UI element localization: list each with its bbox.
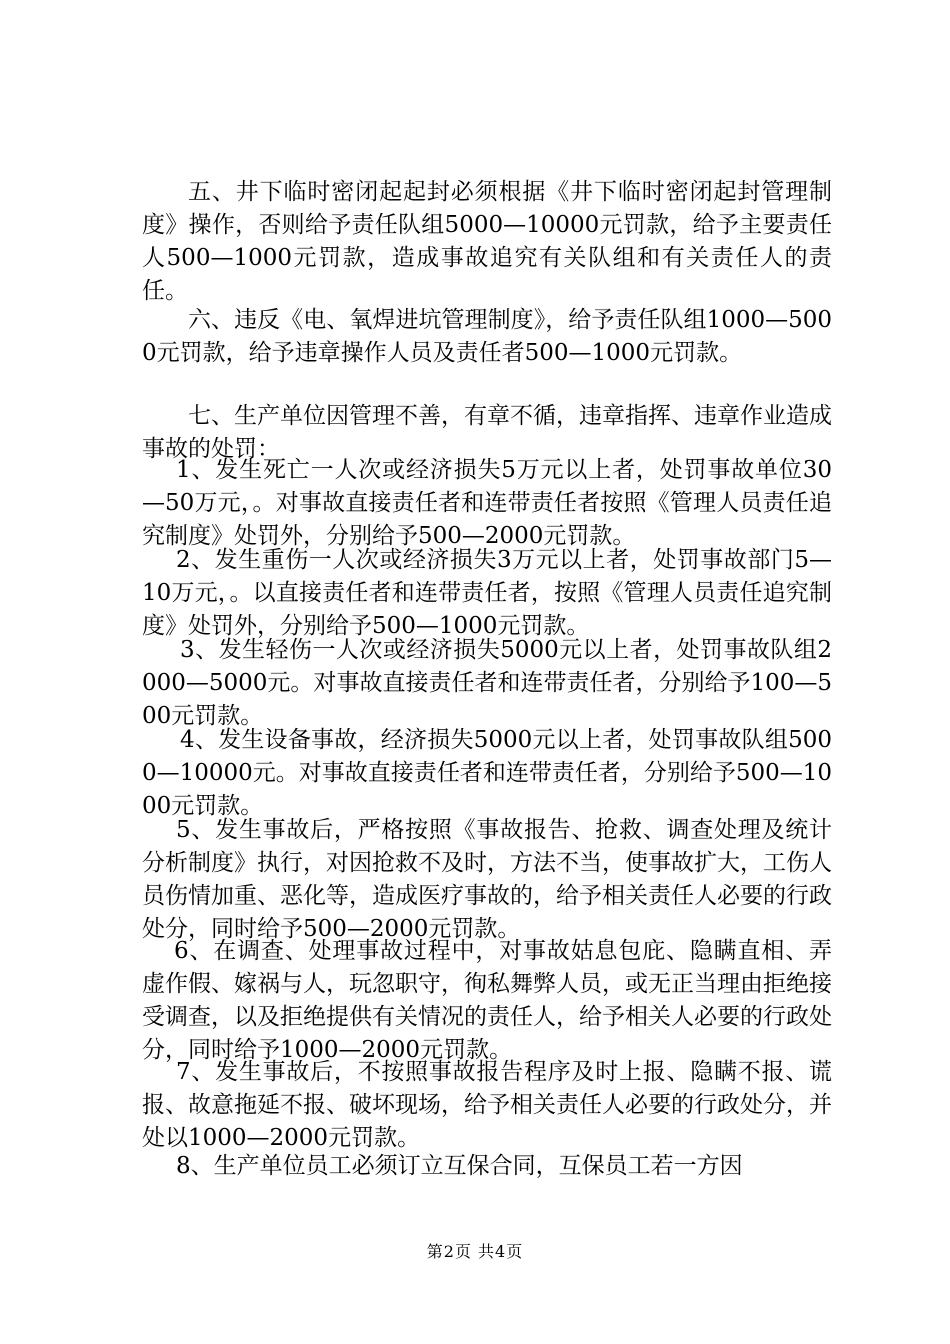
- paragraph-6: 六、违反《电、氧焊进坑管理制度》，给予责任队组1000—5000元罚款，给予违章操作人员及责任者500—1000元罚款。: [142, 307, 832, 366]
- paragraph-7-5: 5、发生事故后，严格按照《事故报告、抢救、调查处理及统计分析制度》执行，对因抢救不及时，方法不当，使事故扩大，工伤人员伤情加重、恶化等，造成医疗事故的，给予相关责任人必要的行政处分，同时给予500—2000元罚款。: [142, 817, 832, 942]
- paragraph-5: 五、井下临时密闭起起封必须根据《井下临时密闭起封管理制度》操作，否则给予责任队组5000—10000元罚款，给予主要责任人500—1000元罚款，造成事故追究有关队组和有关责任人的责任。: [142, 179, 832, 304]
- paragraph-7-4: 4、发生设备事故，经济损失5000元以上者，处罚事故队组5000—10000元。对事故直接责任者和连带责任者，分别给予500—1000元罚款。: [142, 727, 832, 819]
- paragraph-7: 七、生产单位因管理不善，有章不循，违章指挥、违章作业造成事故的处罚：: [142, 403, 832, 462]
- paragraph-7-2: 2、发生重伤一人次或经济损失3万元以上者，处罚事故部门5—10万元，。以直接责任者和连带责任者，按照《管理人员责任追究制度》处罚外，分别给予500—1000元罚款。: [142, 547, 832, 639]
- page-footer: 第2页 共4页: [426, 1242, 524, 1261]
- paragraph-7-6: 6、在调查、处理事故过程中，对事故姑息包庇、隐瞒直相、弄虚作假、嫁祸与人，玩忽职守，徇私舞弊人员，或无正当理由拒绝接受调查，以及拒绝提供有关情况的责任人，给予相关人必要的行政处分，同时给予1000—2000元罚款。: [142, 938, 832, 1063]
- paragraph-7-3: 3、发生轻伤一人次或经济损失5000元以上者，处罚事故队组2000—5000元。对事故直接责任者和连带责任者，分别给予100—500元罚款。: [142, 637, 832, 729]
- paragraph-7-8: 8、生产单位员工必须订立互保合同，互保员工若一方因: [176, 1153, 743, 1179]
- paragraph-7-1: 1、发生死亡一人次或经济损失5万元以上者，处罚事故单位30—50万元，。对事故直接责任者和连带责任者按照《管理人员责任追究制度》处罚外，分别给予500—2000元罚款。: [142, 457, 832, 549]
- paragraph-7-7: 7、发生事故后，不按照事故报告程序及时上报、隐瞒不报、谎报、故意拖延不报、破坏现场，给予相关责任人必要的行政处分，并处以1000—2000元罚款。: [142, 1059, 832, 1151]
